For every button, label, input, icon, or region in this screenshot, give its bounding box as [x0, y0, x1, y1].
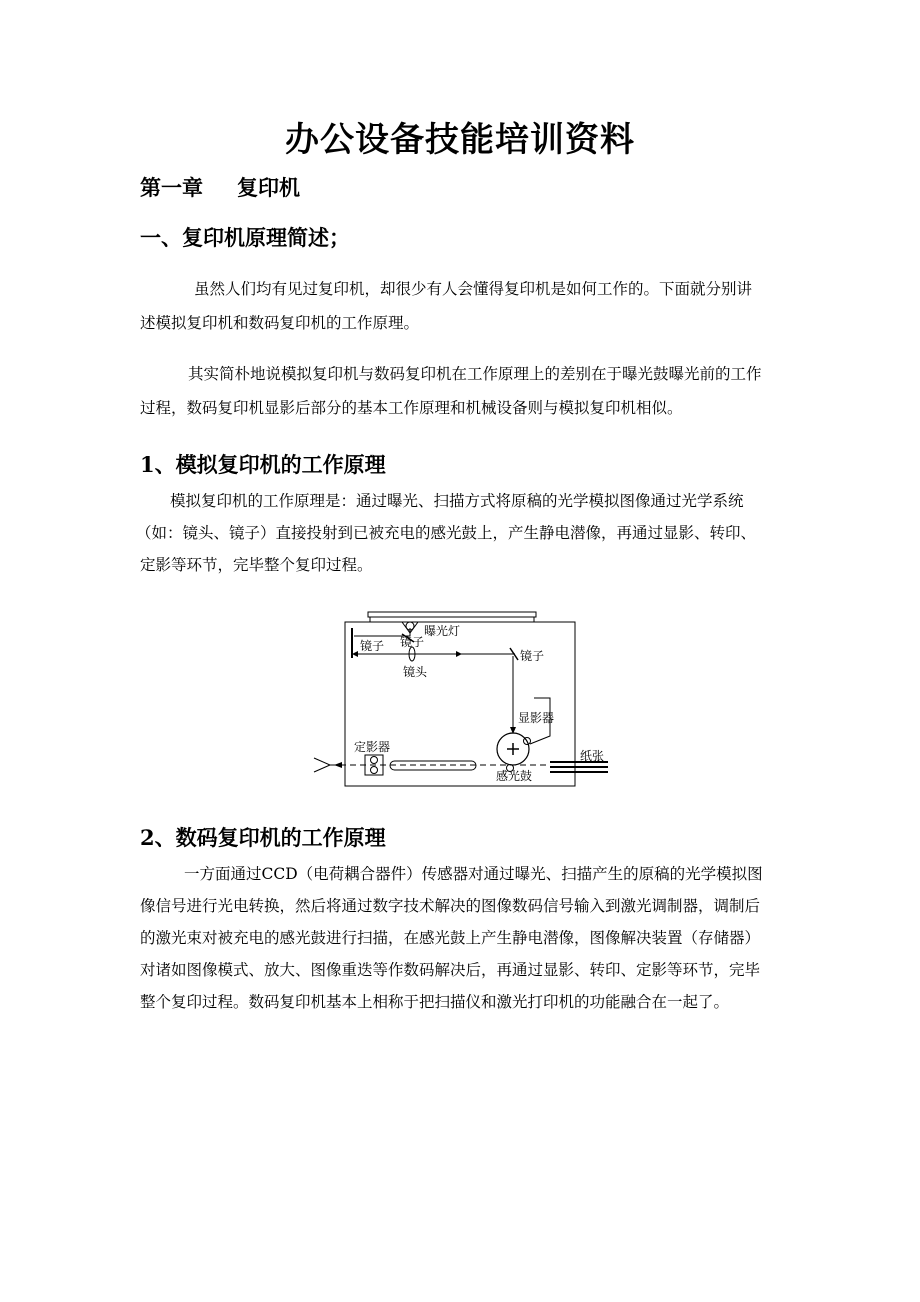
lens-label: 镜头	[403, 665, 428, 679]
mirror-top-label: 镜子	[400, 635, 425, 649]
paragraph-line: 模拟复印机的工作原理是：通过曝光、扫描方式将原稿的光学模拟图像通过光学系统	[170, 492, 744, 510]
section-heading-analog: 1、模拟复印机的工作原理	[140, 452, 386, 477]
paragraph-line: 其实简朴地说模拟复印机与数码复印机在工作原理上的差别在于曝光鼓曝光前的工作	[188, 365, 762, 383]
paper-tray	[550, 762, 608, 772]
paragraph-line: 的激光束对被充电的感光鼓进行扫描，在感光鼓上产生静电潜像，图像解决装置（存储器）	[140, 929, 761, 947]
chapter-name: 复印机	[237, 175, 300, 200]
section-heading-principle: 一、复印机原理简述；	[140, 225, 350, 250]
chapter-number: 第一章	[140, 175, 203, 200]
lamp-label: 曝光灯	[424, 624, 461, 638]
paragraph-line: 虽然人们均有见过复印机，却很少有人会懂得复印机是如何工作的。下面就分别讲	[194, 280, 753, 298]
paper-label: 纸张	[580, 749, 605, 763]
paragraph-line: 像信号进行光电转换，然后将通过数字技术解决的图像数码信号输入到激光调制器，调制后	[140, 897, 761, 915]
paragraph-line: 定影等环节，完毕整个复印过程。	[140, 556, 373, 574]
mirror-left-label: 镜子	[360, 639, 385, 653]
section-heading-digital: 2、数码复印机的工作原理	[140, 825, 386, 850]
paragraph-line: （如：镜头、镜子）直接投射到已被充电的感光鼓上，产生静电潜像，再通过显影、转印、	[136, 524, 757, 542]
developer-label: 显影器	[518, 711, 555, 725]
mirror-right-label: 镜子	[520, 649, 545, 663]
platen-glass	[368, 612, 536, 617]
chapter-heading	[140, 172, 300, 202]
paragraph-line: 对诸如图像模式、放大、图像重迭等作数码解决后，再通过显影、转印、定影等环节，完毕	[140, 961, 761, 979]
paragraph-line: 一方面通过CCD（电荷耦合器件）传感器对通过曝光、扫描产生的原稿的光学模拟图	[184, 865, 763, 883]
paragraph-line: 过程，数码复印机显影后部分的基本工作原理和机械设备则与模拟复印机相似。	[140, 399, 683, 417]
page-title: 办公设备技能培训资料	[285, 120, 635, 160]
drum-label: 感光鼓	[496, 769, 533, 783]
paragraph-line: 整个复印过程。数码复印机基本上相称于把扫描仪和激光打印机的功能融合在一起了。	[140, 993, 730, 1011]
fuser-label: 定影器	[354, 740, 391, 754]
paragraph-line: 述模拟复印机和数码复印机的工作原理。	[140, 314, 420, 332]
analog-copier-diagram	[310, 608, 630, 793]
